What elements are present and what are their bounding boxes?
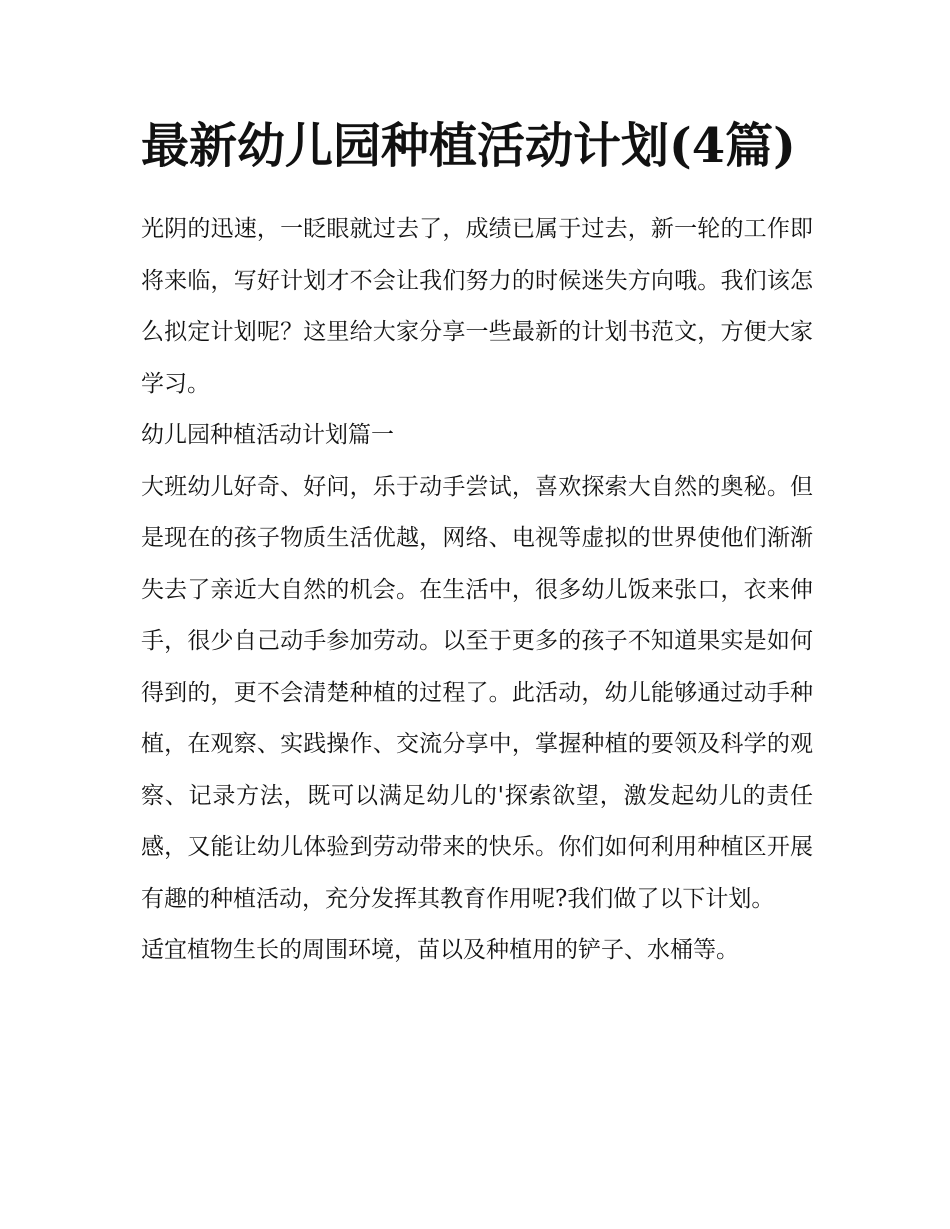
- section-heading: 幼儿园种植活动计划篇一: [141, 422, 394, 448]
- intro-paragraph: 光阴的迅速，一眨眼就过去了，成绩已属于过去，新一轮的工作即将来临，写好计划才不会让我们努力的时候迷失方向哦。我们该怎么拟定计划呢？这里给大家分享一些最新的计划书范文，方便大家学习。: [141, 216, 813, 397]
- body-paragraph: 大班幼儿好奇、好问，乐于动手尝试，喜欢探索大自然的奥秘。但是现在的孩子物质生活优越，网络、电视等虚拟的世界使他们渐渐失去了亲近大自然的机会。在生活中，很多幼儿饭来张口，衣来伸手，很少自己动手参加劳动。以至于更多的孩子不知道果实是如何得到的，更不会清楚种植的过程了。此活动，幼儿能够通过动手种植，在观察、实践操作、交流分享中，掌握种植的要领及科学的观察、记录方法，既可以满足幼儿的'探索欲望，激发起幼儿的责任感，又能让幼儿体验到劳动带来的快乐。你们如何利用种植区开展有趣的种植活动，充分发挥其教育作用呢?我们做了以下计划。: [141, 473, 813, 912]
- materials-paragraph: 适宜植物生长的周围环境，苗以及种植用的铲子、水桶等。: [141, 937, 739, 963]
- document-page: [141, 112, 813, 977]
- document-title: 最新幼儿园种植活动计划(4篇): [141, 118, 796, 174]
